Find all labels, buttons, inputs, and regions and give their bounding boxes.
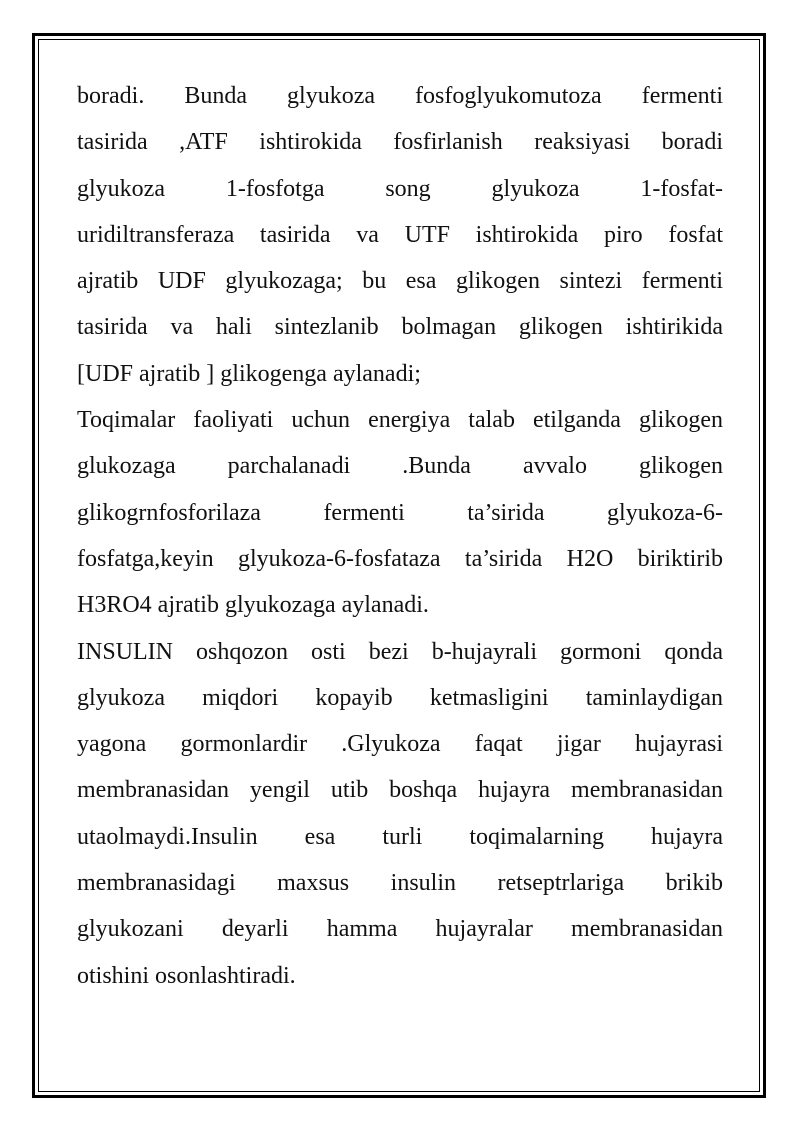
text-line: otishini osonlashtiradi. [77,962,296,989]
text-line: boradi. Bunda glyukoza fosfoglyukomutoza fermenti [77,83,723,109]
document-body [77,73,723,999]
text-line: Toqimalar faoliyati uchun energiya talab etilganda glikogen [77,407,723,434]
paragraph-glycogen-breakdown [77,397,723,628]
text-line: membranasidan yengil utib boshqa hujayra membranasidan [77,777,723,804]
text-line: fosfatga,keyin glyukoza-6-fosfataza ta’sirida H2O biriktirib [77,545,723,572]
paragraph-insulin [77,629,723,999]
text-line: [UDF ajratib ] glikogenga aylanadi; [77,360,421,387]
text-line: tasirida ,ATF ishtirokida fosfirlanish reaksiyasi boradi [77,129,723,156]
text-line: glyukoza 1-fosfotga song glyukoza 1-fosfat- [77,175,723,202]
text-line: ajratib UDF glyukozaga; bu esa glikogen sintezi fermenti [77,268,723,295]
text-line: uridiltransferaza tasirida va UTF ishtirokida piro fosfat [77,221,723,248]
text-line: glukozaga parchalanadi .Bunda avvalo glikogen [77,453,723,480]
text-line: yagona gormonlardir .Glyukoza faqat jigar hujayrasi [77,731,723,758]
text-line: INSULIN oshqozon osti bezi b-hujayrali gormoni qonda [77,638,723,665]
text-line: membranasidagi maxsus insulin retseptrlariga brikib [77,870,723,897]
text-line: glyukoza miqdori kopayib ketmasligini taminlaydigan [77,684,723,711]
paragraph-glycogen-synthesis [77,73,723,397]
text-line: glikogrnfosforilaza fermenti ta’sirida glyukoza-6- [77,499,723,526]
text-line: utaolmaydi.Insulin esa turli toqimalarning hujayra [77,823,723,850]
text-line: glyukozani deyarli hamma hujayralar membranasidan [77,916,723,943]
text-line: H3RO4 ajratib glyukozaga aylanadi. [77,592,429,619]
text-line: tasirida va hali sintezlanib bolmagan glikogen ishtirikida [77,314,723,341]
